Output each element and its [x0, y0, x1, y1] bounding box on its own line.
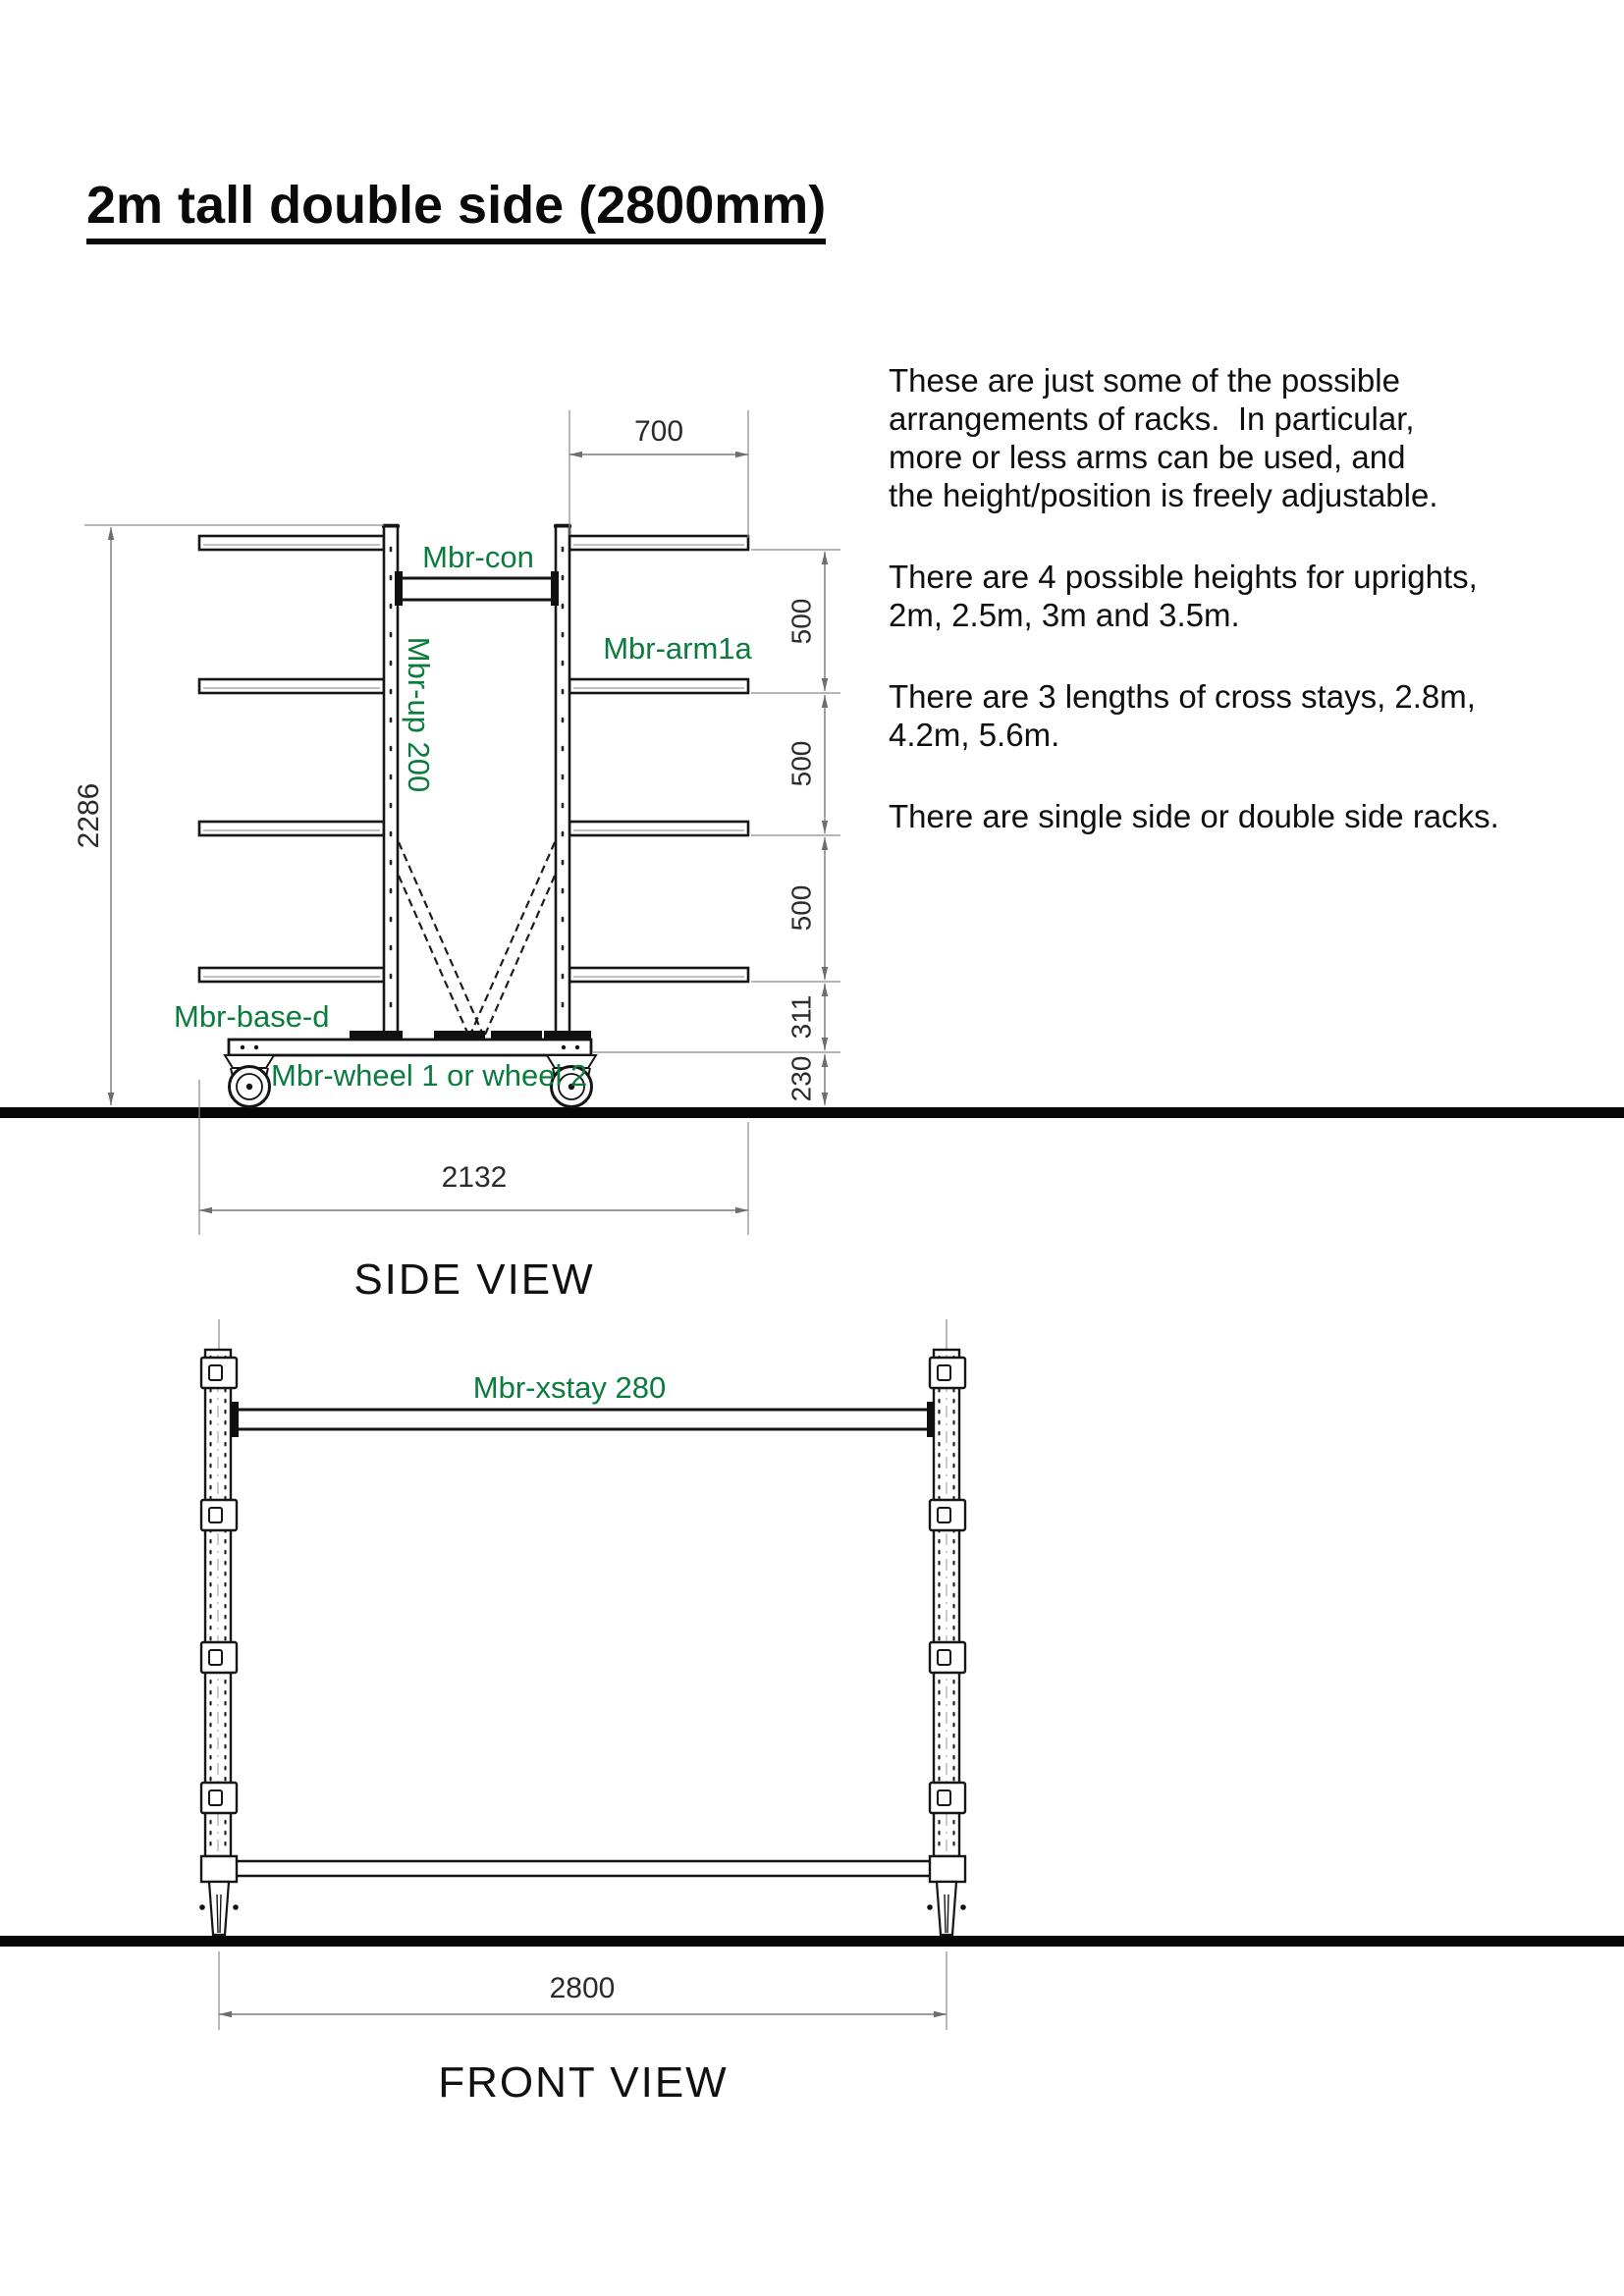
note-line: There are 3 lengths of cross stays, 2.8m,	[889, 678, 1476, 715]
dim-text-2286: 2286	[72, 782, 105, 849]
dim-text-500: 500	[785, 598, 817, 645]
front-caster-left	[199, 1882, 239, 1935]
base-assembly	[229, 1031, 591, 1055]
base-rail	[201, 1856, 965, 1882]
front-view-caption: FRONT VIEW	[438, 2058, 729, 2107]
ground-line-front	[0, 1936, 1624, 1947]
dim-overall-width	[219, 1951, 947, 2030]
dim-text-2132: 2132	[441, 1161, 508, 1194]
note-line: These are just some of the possible	[889, 362, 1400, 399]
dim-text-500: 500	[785, 884, 817, 932]
label-mbr-base: Mbr-base-d	[174, 999, 330, 1034]
dim-text-311: 311	[785, 994, 817, 1040]
dim-arm-length	[569, 410, 748, 538]
dim-text-700: 700	[633, 415, 684, 448]
cross-stay-beam	[231, 1402, 935, 1437]
front-view-drawing	[199, 1319, 966, 2107]
note-line: 4.2m, 5.6m.	[889, 717, 1060, 753]
label-mbr-con: Mbr-con	[422, 540, 534, 574]
note-line: the height/position is freely adjustable.	[889, 477, 1438, 513]
side-view-drawing	[73, 410, 840, 1304]
label-mbr-wheel: Mbr-wheel 1 or wheel 2	[271, 1058, 588, 1093]
page-title: 2m tall double side (2800mm)	[86, 177, 826, 244]
side-view-caption: SIDE VIEW	[353, 1255, 595, 1304]
label-mbr-up: Mbr-up 200	[401, 636, 436, 793]
note-line: There are 4 possible heights for uprights,	[889, 559, 1478, 595]
dim-text-2800: 2800	[549, 1972, 616, 2004]
note-line: There are single side or double side racks.	[889, 798, 1499, 834]
diagonal-braces	[399, 842, 555, 1035]
dim-text-500: 500	[785, 740, 817, 787]
connector-beam	[395, 571, 559, 606]
rack-arms-right	[569, 536, 748, 982]
rack-arms-left	[199, 536, 384, 982]
front-post-left	[205, 1350, 231, 1856]
note-line: more or less arms can be used, and	[889, 439, 1406, 475]
dim-text-230: 230	[785, 1055, 817, 1102]
note-line: 2m, 2.5m, 3m and 3.5m.	[889, 597, 1240, 633]
front-caster-right	[927, 1882, 966, 1935]
note-line: arrangements of racks. In particular,	[889, 400, 1415, 437]
ground-line-side	[0, 1107, 1624, 1118]
label-mbr-xstay: Mbr-xstay 280	[472, 1370, 667, 1405]
front-post-right	[934, 1350, 959, 1856]
label-mbr-arm: Mbr-arm1a	[603, 631, 752, 666]
dim-overall-length	[199, 1080, 748, 1235]
caster-wheel-left	[225, 1055, 274, 1107]
